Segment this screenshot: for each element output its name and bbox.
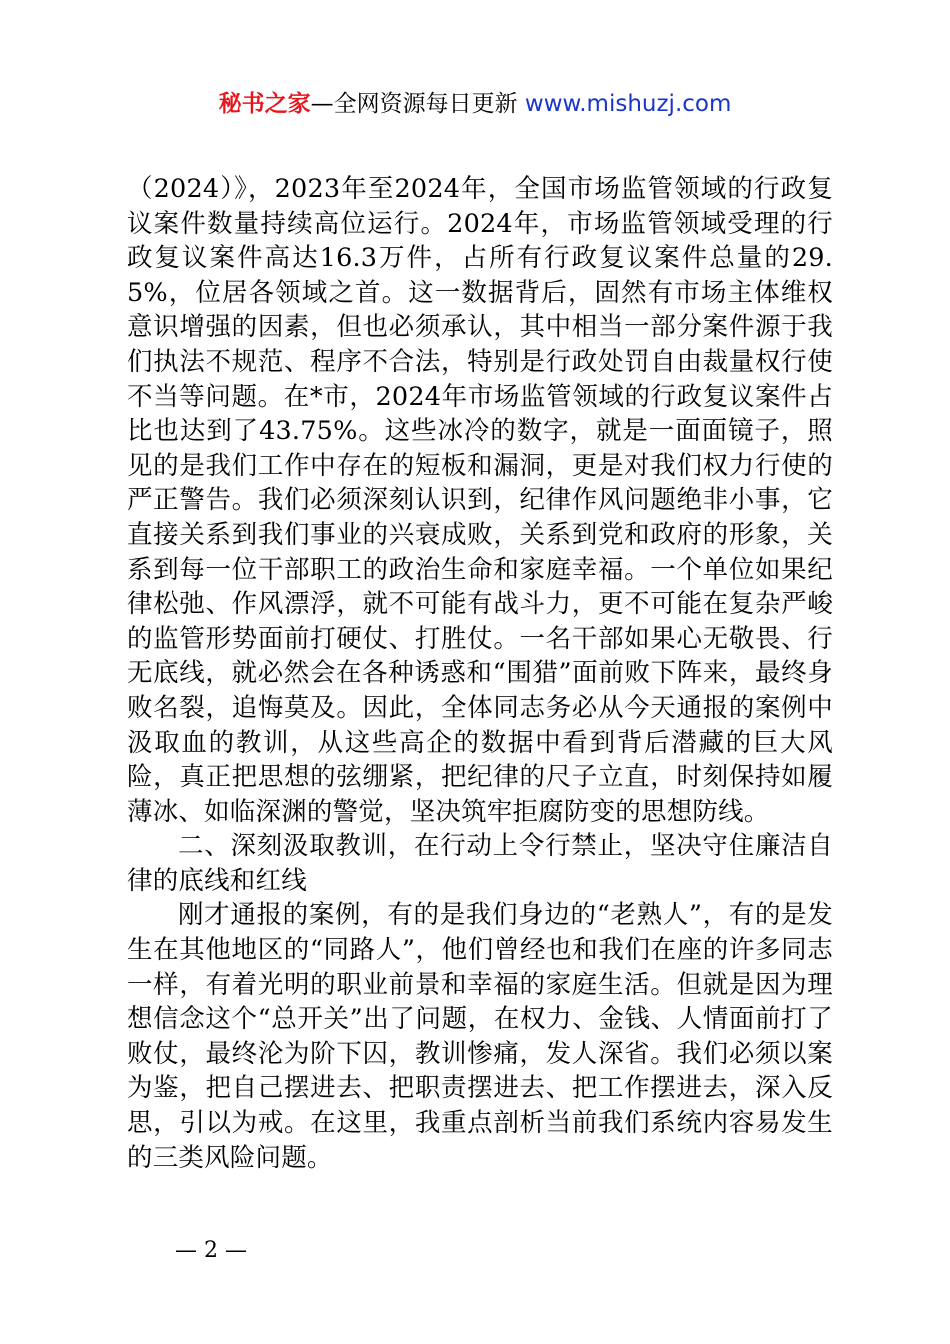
header-brand: 秘书之家	[218, 91, 311, 117]
site-header	[0, 88, 950, 120]
header-tagline: —全网资源每日更新	[310, 91, 525, 117]
header-url[interactable]: www.mishuzj.com	[524, 91, 732, 117]
paragraph-continued: （2024）》，2023年至2024年，全国市场监管领域的行政复议案件数量持续高位运行。2024年，市场监管领域受理的行政复议案件高达16.3万件，占所有行政复议案件总量的29.5%，位居各领域之首。这一数据背后，固然有市场主体维权意识增强的因素，但也必须承认，其中相当一部分案件源于我们执法不规范、程序不合法，特别是行政处罚自由裁量权行使不当等问题。在*市，2024年市场监管领域的行政复议案件占比也达到了43.75%。这些冰冷的数字，就是一面面镜子，照见的是我们工作中存在的短板和漏洞，更是对我们权力行使的严正警告。我们必须深刻认识到，纪律作风问题绝非小事，它直接关系到我们事业的兴衰成败，关系到党和政府的形象，关系到每一位干部职工的政治生命和家庭幸福。一个单位如果纪律松弛、作风漂浮，就不可能有战斗力，更不可能在复杂严峻的监管形势面前打硬仗、打胜仗。一名干部如果心无敬畏、行无底线，就必然会在各种诱惑和“围猎”面前败下阵来，最终身败名裂，追悔莫及。因此，全体同志务必从今天通报的案例中汲取血的教训，从这些高企的数据中看到背后潜藏的巨大风险，真正把思想的弦绷紧，把纪律的尺子立直，时刻保持如履薄冰、如临深渊的警觉，坚决筑牢拒腐防变的思想防线。	[127, 174, 833, 827]
page-number: — 2 —	[175, 1238, 247, 1263]
document-body	[127, 172, 833, 1175]
section-heading: 二、深刻汲取教训，在行动上令行禁止，坚决守住廉洁自律的底线和红线	[127, 831, 833, 896]
paragraph: 刚才通报的案例，有的是我们身边的“老熟人”，有的是发生在其他地区的“同路人”，他们曾经也和我们在座的许多同志一样，有着光明的职业前景和幸福的家庭生活。但就是因为理想信念这个“总开关”出了问题，在权力、金钱、人情面前打了败仗，最终沦为阶下囚，教训惨痛，发人深省。我们必须以案为鉴，把自己摆进去、把职责摆进去、把工作摆进去，深入反思，引以为戒。在这里，我重点剖析当前我们系统内容易发生的三类风险问题。	[127, 900, 833, 1173]
